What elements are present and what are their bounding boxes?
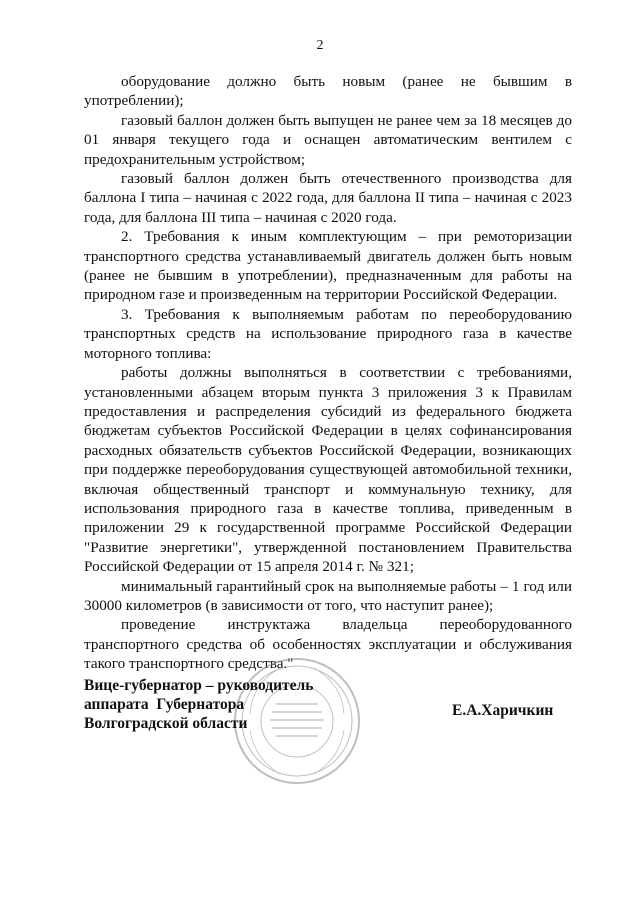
paragraph: газовый баллон должен быть выпущен не ранее чем за 18 месяцев до 01 января текущего года и оснащен автоматическим вентилем с предохранительным устройством; [84, 111, 572, 168]
paragraph: минимальный гарантийный срок на выполняемые работы – 1 год или 30000 километров (в зависимости от того, что наступит ранее); [84, 577, 572, 614]
paragraph: оборудование должно быть новым (ранее не бывшим в употреблении); [84, 73, 572, 110]
paragraph: работы должны выполняться в соответствии с требованиями, установленными абзацем вторым пункта 3 приложения 3 к Правилам предоставления и распределения субсидий из федерального бюджета бюджетам субъектов Российской Федерации в целях софинансирования расходных обязательств субъектов Российской Федерации, возникающих при поддержке переоборудования существующей автомобильной техники, включая общественный транспорт и коммунальную технику, для использования природного газа в качестве топлива, приведенным в приложении 29 к государственной программе Российской Федерации "Развитие энергетики", утвержденной постановлением Правительства Российской Федерации от 15 апреля 2014 г. № 321; [84, 364, 572, 576]
paragraph: 2. Требования к иным комплектующим – при ремоторизации транспортного средства устанавливаемый двигатель должен быть новым (ранее не бывшим в употреблении), предназначенным для работы на природном газе и произведенным на территории Российской Федерации. [84, 228, 572, 304]
paragraph: 3. Требования к выполняемым работам по переоборудованию транспортных средств на использование природного газа в качестве моторного топлива: [84, 305, 572, 362]
paragraph: проведение инструктажа владельца переоборудованного транспортного средства об особенностях эксплуатации и обслуживания такого транспортного средства." [84, 616, 572, 673]
paragraph: газовый баллон должен быть отечественного производства для баллона I типа – начиная с 2022 года, для баллона II типа – начиная с 2023 года, для баллона III типа – начиная с 2020 года. [84, 170, 572, 226]
signatory-title: Вице-губернатор – руководитель аппарата Губернатора Волгоградской области [84, 677, 314, 732]
page-number: 2 [316, 38, 324, 53]
signatory-name: Е.А.Харичкин [452, 702, 554, 719]
document-body [84, 72, 572, 674]
signature-block [84, 676, 584, 786]
